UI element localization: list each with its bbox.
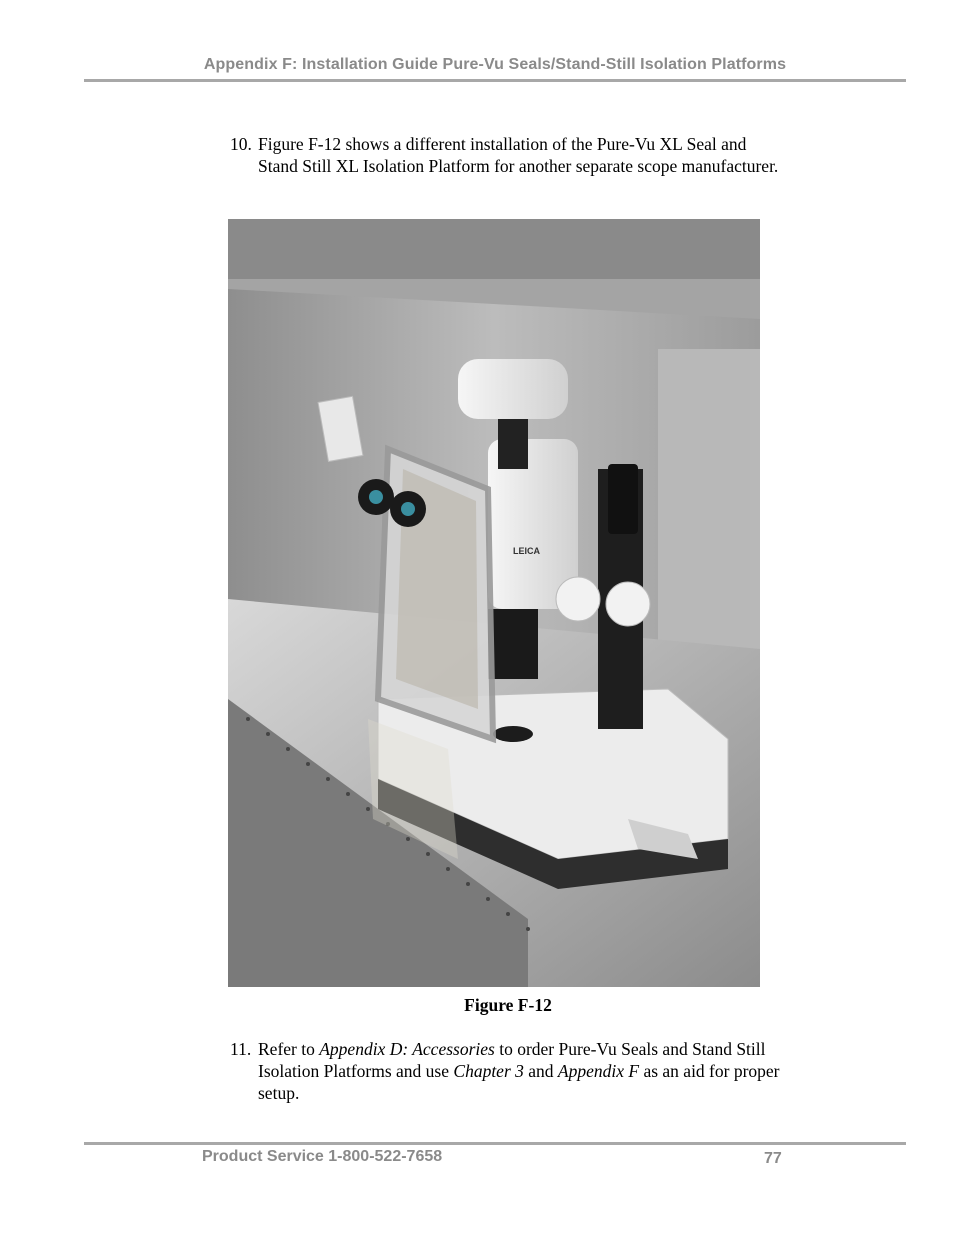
step-text: Figure F-12 shows a different installation of the Pure-Vu XL Seal and Stand Still XL Isolation Platform for another separate scope manufacturer. — [258, 134, 779, 176]
text-run: to order Pure-Vu Seals and Stand Still Isolation Platforms and use — [258, 1039, 766, 1081]
page-number: 77 — [764, 1150, 782, 1167]
step-number: 10. — [230, 134, 252, 154]
appendix-f-reference: Appendix F — [557, 1061, 640, 1081]
figure-caption: Figure F-12 — [464, 995, 552, 1015]
running-header: Appendix F: Installation Guide Pure-Vu Seals/Stand-Still Isolation Platforms — [203, 56, 787, 73]
brand-mark: LEICA — [513, 546, 540, 556]
chapter-3-reference: Chapter 3 — [453, 1061, 524, 1081]
step-text — [258, 1038, 790, 1104]
footer-service: Product Service 1-800-522-7658 — [202, 1148, 443, 1165]
text-run: as an aid for proper setup. — [258, 1061, 780, 1103]
text-run: Refer to — [258, 1039, 320, 1059]
step-number: 11. — [230, 1039, 252, 1059]
appendix-d-reference: Appendix D: Accessories — [319, 1039, 495, 1059]
footer-rule — [84, 1142, 906, 1145]
step-10 — [230, 133, 790, 177]
figure-photo — [228, 219, 760, 987]
header-rule — [84, 79, 906, 82]
microscope-photo — [228, 219, 760, 987]
text-run: and — [523, 1061, 558, 1081]
step-11 — [230, 1038, 790, 1104]
